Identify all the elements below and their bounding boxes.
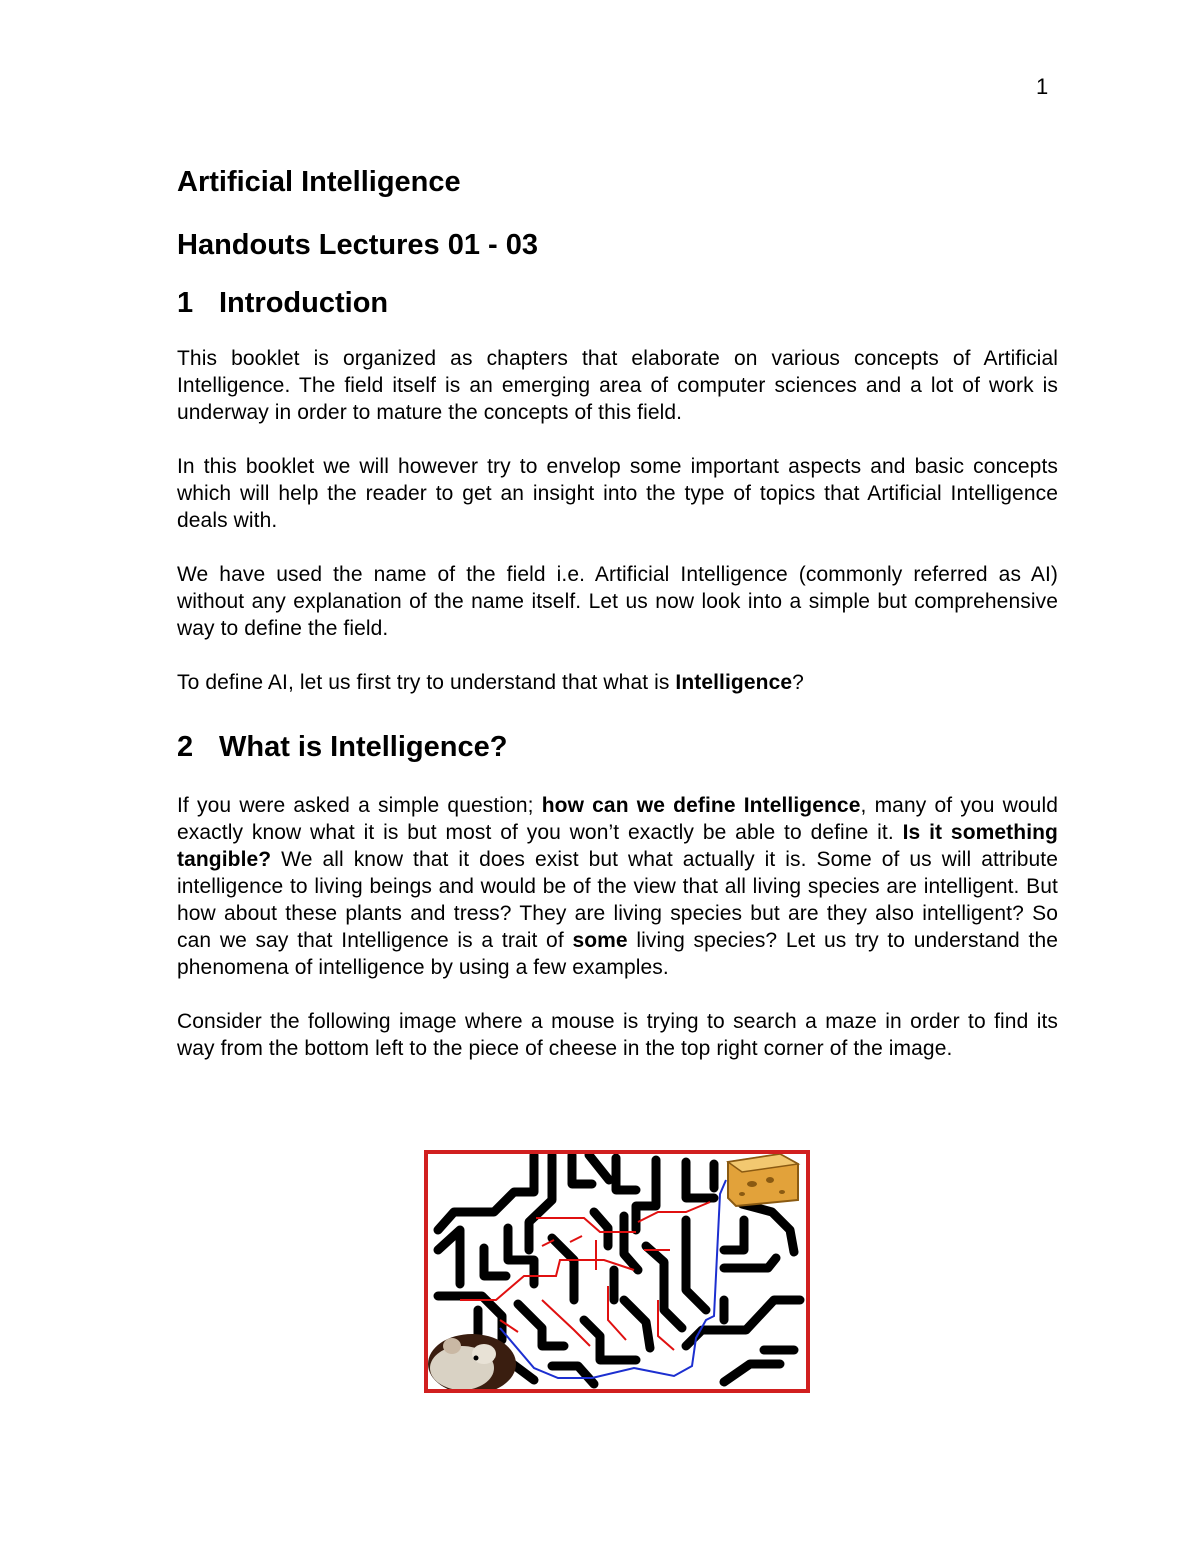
text-run: If you were asked a simple question; [177, 794, 542, 817]
bold-phrase: some [572, 929, 628, 952]
section-number: 1 [177, 287, 194, 319]
bold-phrase: Is it something tangible? [177, 821, 1058, 871]
section-heading-what-is-intelligence [177, 728, 1058, 766]
paragraph: Consider the following image where a mouse is trying to search a maze in order to find its way from the bottom left to the piece of cheese in the top right corner of the image. [177, 1010, 1058, 1060]
text-run: To define AI, let us first try to understand that what is [177, 671, 676, 694]
maze-figure [424, 1150, 810, 1393]
document-body [177, 163, 1058, 1089]
text-run: , many of you would exactly know what it is but most of you won’t exactly be able to define it. [177, 794, 1059, 844]
section-title: Introduction [219, 287, 389, 319]
document-subtitle: Handouts Lectures 01 - 03 [177, 229, 538, 261]
bold-phrase: how can we define Intelligence [541, 794, 861, 817]
text-run: ? [792, 671, 804, 694]
section-title: What is Intelligence? [219, 731, 508, 763]
cheese-icon [728, 1154, 798, 1206]
paragraph [177, 792, 1058, 981]
bold-term: Intelligence [675, 671, 793, 694]
document-title: Artificial Intelligence [177, 166, 461, 198]
paragraph: In this booklet we will however try to envelop some important aspects and basic concepts which will help the reader to get an insight into the type of topics that Artificial Intelligence deals with. [177, 455, 1058, 532]
maze-illustration [424, 1150, 810, 1393]
section-number: 2 [177, 731, 194, 763]
paragraph: This booklet is organized as chapters that elaborate on various concepts of Artificial Intelligence. The field itself is an emerging area of computer sciences and a lot of work is underway in order to mature the concepts of this field. [177, 347, 1058, 424]
mouse-icon [428, 1334, 516, 1393]
page-number: 1 [1036, 74, 1049, 99]
paragraph [177, 669, 1058, 696]
text-run: We all know that it does exist but what actually it is. Some of us will attribute intelligence to living beings and would be of the view that all living species are intelligent. But how about these plants and tress? They are living species but are they also intelligent? So can we say that Intelligence is a trait of [177, 848, 1058, 952]
text-run: living species? Let us try to understand the phenomena of intelligence by using a few examples. [177, 929, 1059, 979]
section-heading-introduction [177, 284, 1058, 322]
paragraph: We have used the name of the field i.e. Artificial Intelligence (commonly referred as AI) without any explanation of the name itself. Let us now look into a simple but comprehensive way to define the field. [177, 563, 1058, 640]
